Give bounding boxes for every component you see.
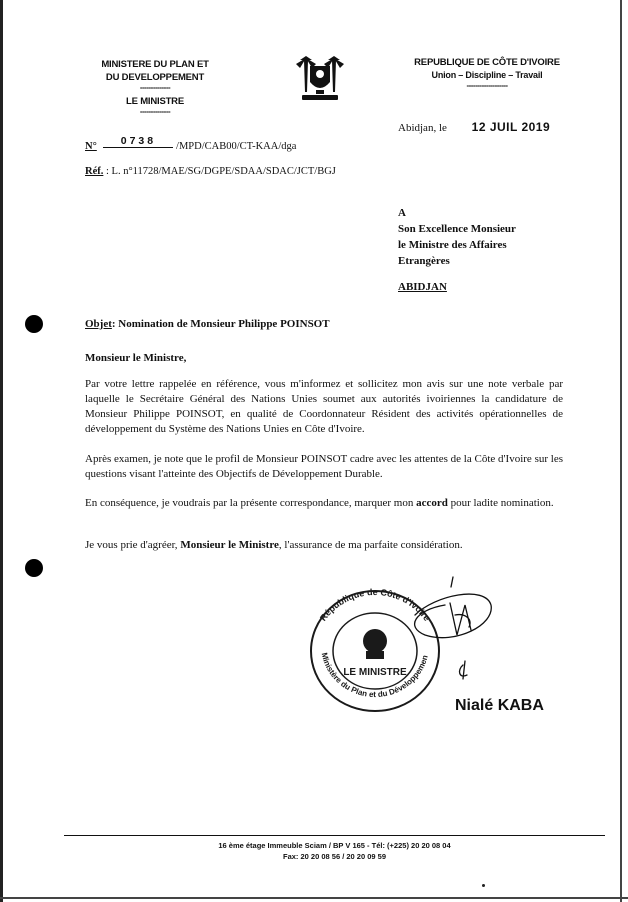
- footer: [64, 840, 605, 862]
- paragraph-3-accord: accord: [416, 497, 448, 509]
- number-suffix: /MPD/CAB00/CT-KAA/dga: [176, 141, 297, 152]
- paragraph-4: [85, 538, 563, 553]
- signatory-name: Nialé KABA: [455, 697, 544, 714]
- recipient-block: [398, 205, 516, 295]
- paragraph-3-part1: En conséquence, je voudrais par la présente correspondance, marquer mon: [85, 497, 417, 509]
- paragraph-1: Par votre lettre rappelée en référence, vous m'informez et sollicitez mon avis sur une note verbale par laquelle le Secrétaire Général des Nations Unies soumet aux autorités ivoiriennes la candidature de Monsieur Philippe POINSOT, en qualité de Coordonnateur Résident des activités opérationnelles de développement du Système des Nations Unies en Côte d'Ivoire.: [85, 378, 563, 435]
- reference-number: [85, 135, 405, 153]
- stamp-bottom-text: Ministère du Plan et du Développemen: [319, 651, 430, 700]
- paragraph-2: Après examen, je note que le profil de Monsieur POINSOT cadre avec les attentes de la Côte d'Ivoire sur les questions visant l'atteinte des Objectifs de Développement Durable.: [85, 453, 563, 480]
- recipient-line3: Etrangères: [398, 255, 450, 267]
- paragraph-4-part2: , l'assurance de ma parfaite considération.: [278, 539, 463, 551]
- number-label: N°: [85, 141, 97, 152]
- republic-dash: -------------------: [466, 81, 508, 90]
- ministry-dash1: --------------: [139, 83, 171, 92]
- recipient-line2: le Ministre des Affaires: [398, 239, 507, 251]
- place-prefix: Abidjan, le: [398, 122, 447, 134]
- date-stamp: 12 JUIL 2019: [471, 120, 551, 134]
- page-bottom-edge: [0, 897, 628, 899]
- recipient-city: ABIDJAN: [398, 281, 447, 293]
- number-value: [103, 135, 173, 148]
- subject-line: [85, 318, 330, 330]
- page-left-edge: [0, 0, 3, 902]
- footer-fax: Fax: 20 20 08 56 / 20 20 09 59: [283, 852, 386, 861]
- paragraph-4-part1: Je vous prie d'agréer,: [85, 539, 181, 551]
- ref-value: : L. n°11728/MAE/SG/DGPE/SDAA/SDAC/JCT/BGJ: [106, 166, 336, 177]
- handwritten-signature: [395, 575, 505, 685]
- ministry-dash2: --------------: [139, 107, 171, 116]
- ministry-line3: LE MINISTRE: [126, 96, 184, 107]
- paragraph-3-part2: pour ladite nomination.: [447, 497, 554, 509]
- scan-speck: [482, 884, 485, 887]
- republic-header: [392, 56, 582, 90]
- punch-hole-top: [25, 315, 43, 333]
- recipient-a: A: [398, 207, 406, 219]
- republic-motto: Union – Discipline – Travail: [431, 70, 543, 80]
- paragraph-4-title: Monsieur le Ministre: [180, 539, 279, 551]
- stamp-top-text: République de Côte d'Ivoire: [317, 586, 433, 623]
- ministry-header: [70, 58, 240, 116]
- footer-address: 16 ème étage Immeuble Sciam / BP V 165 - Tél: (+225) 20 20 08 04: [218, 841, 451, 850]
- footer-rule: [64, 835, 605, 836]
- punch-hole-bottom: [25, 559, 43, 577]
- ministry-line1: MINISTERE DU PLAN ET: [101, 59, 209, 70]
- number-digits: 0738: [120, 135, 157, 147]
- recipient-line1: Son Excellence Monsieur: [398, 223, 516, 235]
- ref-label: Réf.: [85, 166, 104, 177]
- ministry-line2: DU DEVELOPPEMENT: [105, 72, 205, 83]
- reference-letter: [85, 166, 336, 177]
- stamp-center-text: LE MINISTRE: [343, 667, 407, 678]
- subject-text: : Nomination de Monsieur Philippe POINSOT: [111, 318, 330, 330]
- republic-line1: REPUBLIQUE DE CÔTE D'IVOIRE: [414, 57, 560, 68]
- subject-label: Objet: [85, 318, 112, 330]
- place-date: [398, 120, 550, 134]
- page-right-edge: [620, 0, 622, 902]
- salutation: Monsieur le Ministre,: [85, 352, 187, 364]
- coat-of-arms-emblem: [292, 52, 348, 102]
- paragraph-3: [85, 496, 563, 511]
